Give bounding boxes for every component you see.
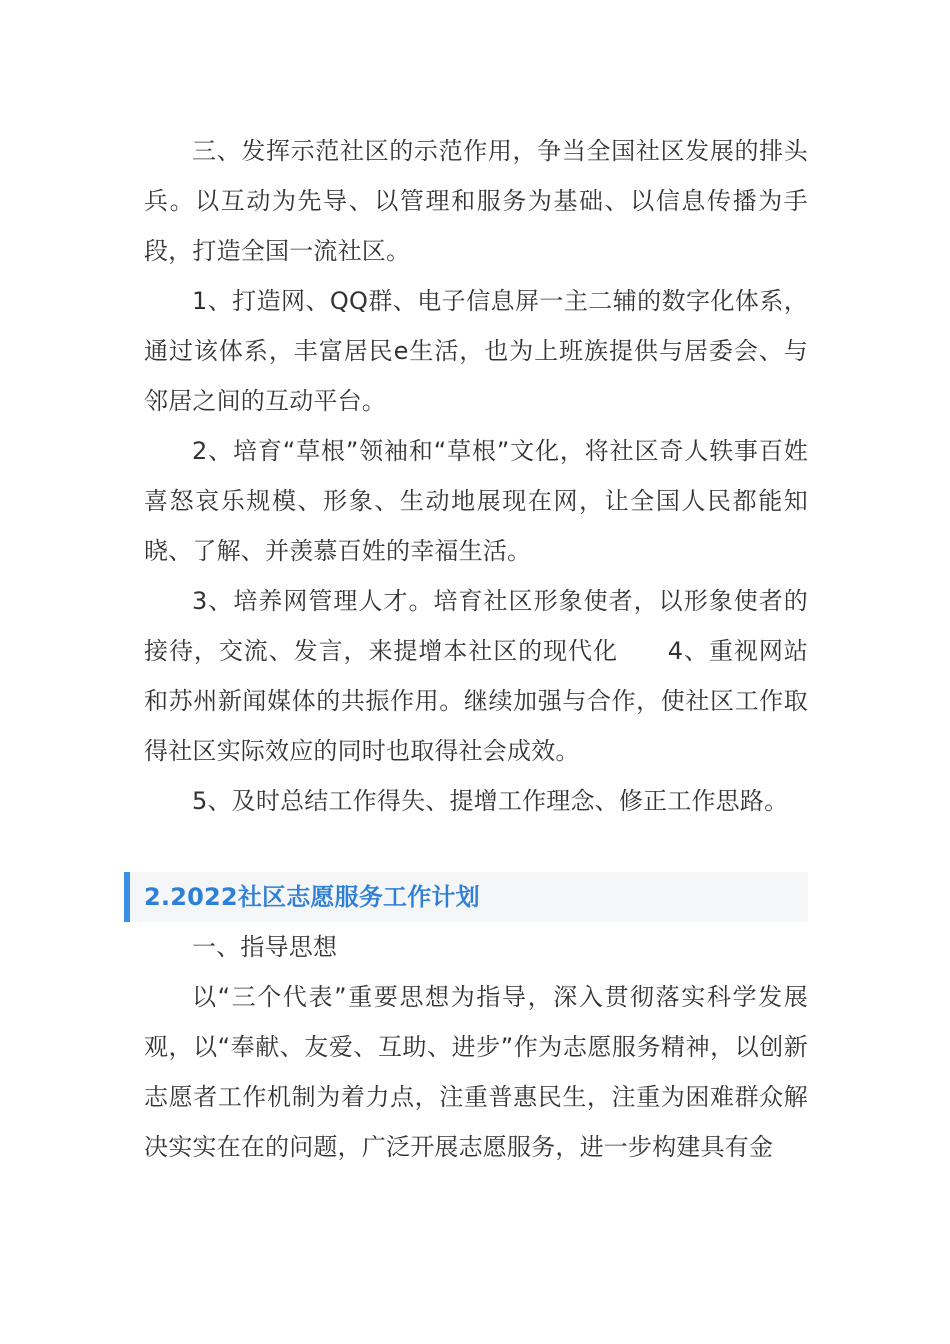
paragraph-item-2: 2、培育“草根”领袖和“草根”文化，将社区奇人轶事百姓喜怒哀乐规模、形象、生动地展现在网，让全国人民都能知晓、了解、并羡慕百姓的幸福生活。 (144, 437, 808, 565)
paragraph-guiding-body: 以“三个代表”重要思想为指导，深入贯彻落实科学发展观，以“奉献、友爱、互助、进步”作为志愿服务精神，以创新志愿者工作机制为着力点，注重普惠民生，注重为困难群众解决实实在在的问题，广泛开展志愿服务，进一步构建具有金 (144, 983, 808, 1161)
section-heading: 2.2022社区志愿服务工作计划 (144, 883, 480, 911)
paragraph-item-1: 1、打造网、QQ群、电子信息屏一主二辅的数字化体系，通过该体系，丰富居民e生活，也为上班族提供与居委会、与邻居之间的互动平台。 (144, 287, 808, 415)
heading-accent-bar (124, 872, 130, 922)
document-page (144, 126, 808, 1172)
paragraph-item-3-4: 3、培养网管理人才。培育社区形象使者，以形象使者的接待，交流、发言，来提增本社区的现代化 4、重视网站和苏州新闻媒体的共振作用。继续加强与合作，使社区工作取得社区实际效应的同时也取得社会成效。 (144, 587, 808, 765)
section-heading-block (124, 872, 808, 922)
paragraph-item-5: 5、及时总结工作得失、提增工作理念、修正工作思路。 (192, 787, 789, 815)
paragraph-guiding-title: 一、指导思想 (192, 933, 338, 961)
paragraph-section-three: 三、发挥示范社区的示范作用，争当全国社区发展的排头兵。以互动为先导、以管理和服务为基础、以信息传播为手段，打造全国一流社区。 (144, 137, 808, 265)
